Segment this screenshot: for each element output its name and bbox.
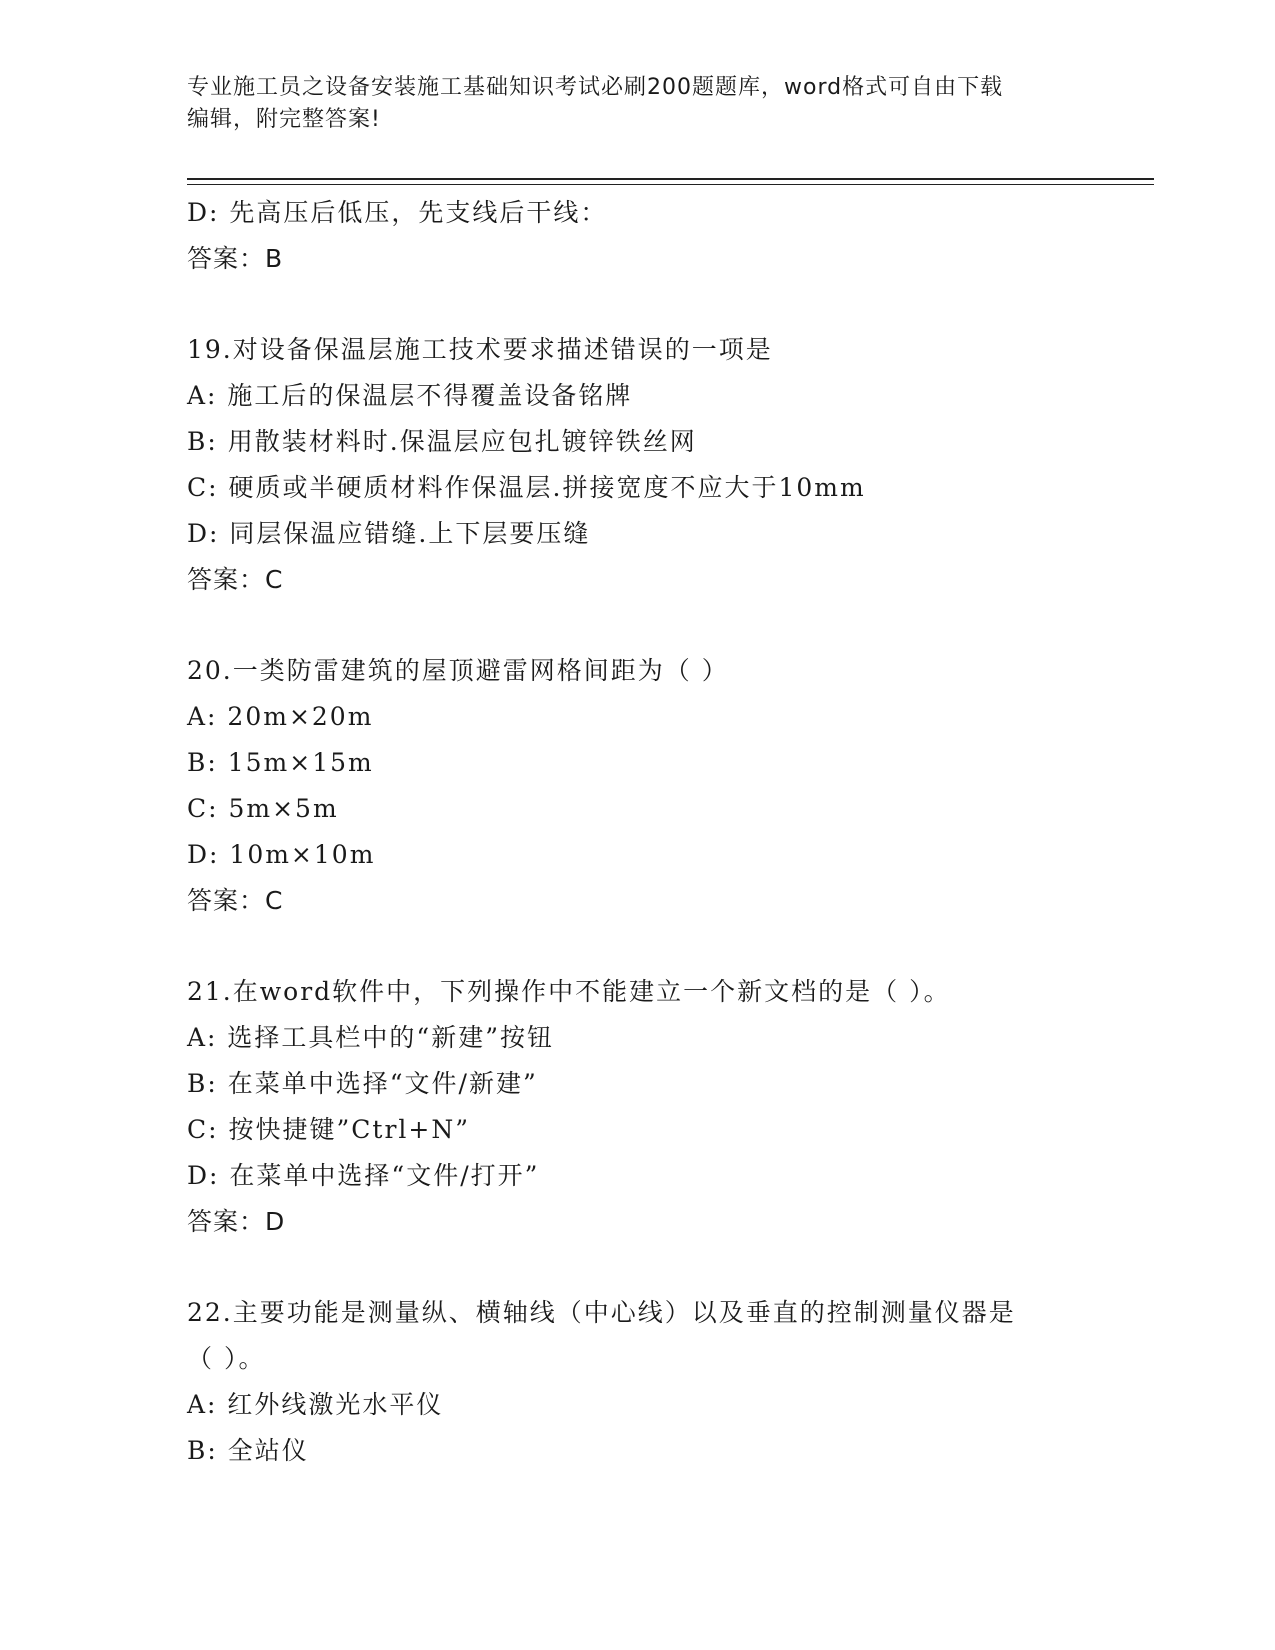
option-b: B: 用散装材料时.保温层应包扎镀锌铁丝网 [187, 427, 697, 456]
option-a: A: 20m×20m [187, 702, 374, 731]
question-19 [187, 327, 1147, 603]
question-text: 20.一类防雷建筑的屋顶避雷网格间距为（ ） [187, 656, 729, 685]
spacer [187, 924, 1147, 969]
question-18-fragment [187, 190, 1147, 282]
question-22 [187, 1290, 1147, 1474]
question-21 [187, 969, 1147, 1245]
option-d: D: 先高压后低压，先支线后干线： [187, 198, 608, 227]
option-a: A: 红外线激光水平仪 [187, 1390, 444, 1419]
header-title-line-2: 编辑，附完整答案! [187, 107, 381, 132]
option-c: C: 5m×5m [187, 794, 339, 823]
option-d: D: 在菜单中选择“文件/打开” [187, 1161, 540, 1190]
header-title-line-1: 专业施工员之设备安装施工基础知识考试必刷200题题库，word格式可自由下载 [187, 75, 1004, 100]
option-d: D: 10m×10m [187, 840, 376, 869]
page-header [187, 72, 1087, 136]
answer: 答案：D [187, 1207, 286, 1236]
header-divider-thin [187, 184, 1154, 185]
option-a: A: 选择工具栏中的“新建”按钮 [187, 1023, 554, 1052]
option-c: C: 按快捷键”Ctrl+N” [187, 1115, 471, 1144]
answer: 答案：C [187, 886, 284, 915]
header-divider-thick [187, 178, 1154, 180]
option-b: B: 15m×15m [187, 748, 374, 777]
option-c: C: 硬质或半硬质材料作保温层.拼接宽度不应大于10mm [187, 473, 866, 502]
document-body [187, 190, 1147, 1474]
option-d: D: 同层保温应错缝.上下层要压缝 [187, 519, 591, 548]
question-20 [187, 648, 1147, 924]
spacer [187, 603, 1147, 648]
answer: 答案：B [187, 244, 284, 273]
answer: 答案：C [187, 565, 284, 594]
question-text-line-2: （ ）。 [187, 1344, 266, 1373]
spacer [187, 282, 1147, 327]
spacer [187, 1245, 1147, 1290]
question-text: 19.对设备保温层施工技术要求描述错误的一项是 [187, 335, 773, 364]
question-text-line-1: 22.主要功能是测量纵、横轴线（中心线）以及垂直的控制测量仪器是 [187, 1298, 1016, 1327]
option-b: B: 全站仪 [187, 1436, 309, 1465]
question-text: 21.在word软件中，下列操作中不能建立一个新文档的是（ ）。 [187, 977, 951, 1006]
option-b: B: 在菜单中选择“文件/新建” [187, 1069, 538, 1098]
option-a: A: 施工后的保温层不得覆盖设备铭牌 [187, 381, 633, 410]
